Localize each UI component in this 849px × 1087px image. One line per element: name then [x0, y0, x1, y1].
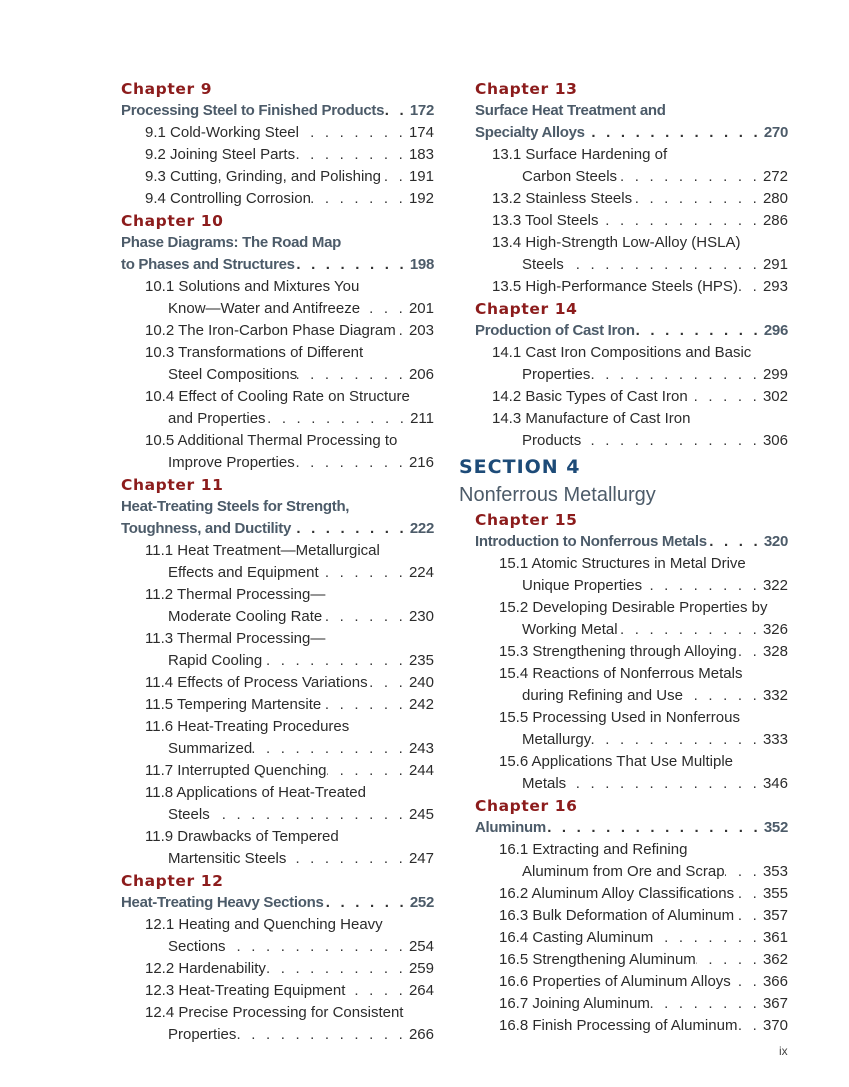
dot-leader: [324, 892, 410, 914]
page-ref: 243: [408, 740, 434, 757]
toc-entry-text: 10.1 Solutions and Mixtures You: [145, 278, 360, 295]
page-ref: 328: [762, 643, 788, 660]
toc-entry[interactable]: [121, 276, 434, 298]
toc-entry-text: and Properties: [168, 410, 266, 427]
section-title: Nonferrous Metallurgy: [459, 484, 656, 506]
chapter-title[interactable]: [121, 892, 434, 914]
page-ref: 296: [763, 322, 788, 339]
toc-entry-text: 14.3 Manufacture of Cast Iron: [492, 410, 691, 427]
toc-entry[interactable]: [475, 386, 788, 408]
toc-entry-text: Martensitic Steels: [168, 850, 287, 867]
chapter-title-text: Phase Diagrams: The Road Map: [121, 234, 341, 251]
dot-leader: [635, 320, 764, 342]
page-ref: 192: [408, 190, 434, 207]
page-ref: 224: [408, 564, 434, 581]
toc-entry[interactable]: [475, 276, 788, 298]
toc-entry[interactable]: [121, 738, 434, 760]
chapter-label: Chapter 10: [121, 212, 224, 230]
toc-entry-text: Improve Properties: [168, 454, 295, 471]
toc-entry[interactable]: [121, 298, 434, 320]
dot-leader: [632, 188, 763, 210]
dot-leader: [738, 276, 763, 298]
dot-leader: [321, 694, 409, 716]
chapter-title[interactable]: [475, 100, 788, 122]
toc-entry-text: 9.2 Joining Steel Parts: [145, 146, 296, 163]
dot-leader: [707, 531, 764, 553]
toc-entry[interactable]: [121, 408, 434, 430]
page-ref: 222: [409, 520, 434, 537]
page-ref: 353: [762, 863, 788, 880]
toc-entry-text: 13.4 High-Strength Low-Alloy (HSLA): [492, 234, 741, 251]
toc-entry-text: during Refining and Use: [522, 687, 683, 704]
toc-entry-text: 11.1 Heat Treatment—Metallurgical: [145, 542, 380, 559]
chapter-title-text: Aluminum: [475, 819, 546, 836]
toc-entry-text: 14.2 Basic Types of Cast Iron: [492, 388, 688, 405]
page-ref: 286: [762, 212, 788, 229]
toc-entry[interactable]: [475, 575, 788, 597]
toc-entry[interactable]: [475, 364, 788, 386]
toc-entry[interactable]: [121, 804, 434, 826]
toc-entry[interactable]: [475, 188, 788, 210]
toc-entry[interactable]: [475, 342, 788, 364]
page-ref: 191: [408, 168, 434, 185]
toc-entry[interactable]: [475, 751, 788, 773]
page-ref: 332: [762, 687, 788, 704]
toc-entry[interactable]: [475, 144, 788, 166]
chapter-title[interactable]: [475, 817, 788, 839]
toc-entry[interactable]: [121, 452, 434, 474]
page-ref: 291: [762, 256, 788, 273]
dot-leader: [618, 619, 763, 641]
chapter-title-text: Toughness, and Ductility: [121, 520, 292, 537]
page-ref: 240: [408, 674, 434, 691]
toc-entry[interactable]: [475, 993, 788, 1015]
page-number: ix: [779, 1044, 788, 1058]
toc-entry-text: 15.4 Reactions of Nonferrous Metals: [499, 665, 743, 682]
dot-leader: [737, 1015, 763, 1037]
dot-leader: [252, 738, 409, 760]
toc-entry[interactable]: [121, 386, 434, 408]
toc-entry-text: 13.2 Stainless Steels: [492, 190, 633, 207]
dot-leader: [642, 575, 763, 597]
dot-leader: [737, 641, 763, 663]
chapter-title-text: Surface Heat Treatment and: [475, 102, 666, 119]
dot-leader: [653, 927, 763, 949]
toc-entry-text: 11.8 Applications of Heat-Treated: [145, 784, 366, 801]
page-ref: 370: [762, 1017, 788, 1034]
toc-entry-text: 11.7 Interrupted Quenching: [145, 762, 327, 779]
toc-entry[interactable]: [121, 672, 434, 694]
toc-entry[interactable]: [121, 760, 434, 782]
chapter-title[interactable]: [475, 320, 788, 342]
chapter-label: Chapter 16: [475, 797, 578, 815]
toc-entry-text: 14.1 Cast Iron Compositions and Basic: [492, 344, 752, 361]
toc-entry[interactable]: [121, 650, 434, 672]
page-ref: 216: [408, 454, 434, 471]
page-ref: 272: [762, 168, 788, 185]
dot-leader: [319, 562, 409, 584]
page-ref: 266: [408, 1026, 434, 1043]
dot-leader: [725, 861, 763, 883]
toc-entry[interactable]: [121, 342, 434, 364]
page-ref: 306: [762, 432, 788, 449]
toc-entry-text: 11.3 Thermal Processing—: [145, 630, 326, 647]
page-ref: 211: [410, 410, 434, 427]
page-ref: 198: [409, 256, 434, 273]
toc-entry[interactable]: [121, 826, 434, 848]
toc-entry[interactable]: [121, 364, 434, 386]
section-label: SECTION 4: [459, 456, 581, 478]
toc-entry[interactable]: [475, 773, 788, 795]
page-ref: 280: [762, 190, 788, 207]
dot-leader: [291, 518, 410, 540]
toc-entry-text: 13.5 High-Performance Steels (HPS): [492, 278, 738, 295]
chapter-title[interactable]: [121, 254, 434, 276]
dot-leader: [734, 883, 763, 905]
toc-entry[interactable]: [121, 430, 434, 452]
page-ref: 299: [762, 366, 788, 383]
toc-entry-text: 11.5 Tempering Martensite: [145, 696, 322, 713]
toc-entry[interactable]: [475, 883, 788, 905]
toc-entry-text: 12.3 Heat-Treating Equipment: [145, 982, 346, 999]
toc-entry[interactable]: [475, 166, 788, 188]
page-ref: 245: [408, 806, 434, 823]
toc-entry[interactable]: [475, 707, 788, 729]
toc-entry[interactable]: [121, 628, 434, 650]
toc-entry[interactable]: [121, 936, 434, 958]
chapter-title-text: Specialty Alloys: [475, 124, 585, 141]
toc-entry[interactable]: [121, 958, 434, 980]
dot-leader: [688, 386, 763, 408]
toc-entry[interactable]: [121, 320, 434, 342]
toc-entry-text: 15.1 Atomic Structures in Metal Drive: [499, 555, 746, 572]
toc-entry-text: 15.5 Processing Used in Nonferrous: [499, 709, 740, 726]
dot-leader: [210, 804, 409, 826]
chapter-title-text: Heat-Treating Steels for Strength,: [121, 498, 350, 515]
toc-entry-text: Metallurgy: [522, 731, 592, 748]
toc-entry-text: Effects and Equipment: [168, 564, 319, 581]
page-ref: 259: [408, 960, 434, 977]
dot-leader: [295, 144, 409, 166]
page-ref: 206: [408, 366, 434, 383]
toc-entry[interactable]: [121, 716, 434, 738]
toc-entry[interactable]: [475, 232, 788, 254]
dot-leader: [617, 166, 763, 188]
toc-entry-text: Sections: [168, 938, 226, 955]
toc-entry-text: 16.7 Joining Aluminum: [499, 995, 650, 1012]
toc-entry-text: Rapid Cooling: [168, 652, 263, 669]
chapter-title-text: to Phases and Structures: [121, 256, 295, 273]
toc-entry-text: 10.4 Effect of Cooling Rate on Structure: [145, 388, 410, 405]
toc-entry-text: 16.8 Finish Processing of Aluminum: [499, 1017, 738, 1034]
toc-entry[interactable]: [121, 980, 434, 1002]
dot-leader: [696, 949, 763, 971]
dot-leader: [295, 254, 410, 276]
toc-entry[interactable]: [121, 694, 434, 716]
toc-entry-text: 10.5 Additional Thermal Processing to: [145, 432, 398, 449]
toc-entry[interactable]: [475, 597, 788, 619]
dot-leader: [396, 320, 409, 342]
toc-entry[interactable]: [475, 641, 788, 663]
toc-entry[interactable]: [475, 430, 788, 452]
page-ref: 352: [763, 819, 788, 836]
dot-leader: [322, 606, 409, 628]
toc-entry[interactable]: [121, 606, 434, 628]
toc-entry[interactable]: [475, 619, 788, 641]
toc-entry-text: Know—Water and Antifreeze: [168, 300, 361, 317]
toc-entry-text: Properties: [168, 1026, 237, 1043]
toc-entry[interactable]: [475, 905, 788, 927]
dot-leader: [236, 1024, 409, 1046]
dot-leader: [286, 848, 409, 870]
dot-leader: [585, 122, 764, 144]
page-ref: 201: [408, 300, 434, 317]
page-ref: 320: [763, 533, 788, 550]
toc-entry[interactable]: [475, 949, 788, 971]
page-ref: 366: [762, 973, 788, 990]
dot-leader: [327, 760, 409, 782]
chapter-label: Chapter 15: [475, 511, 578, 529]
dot-leader: [566, 773, 763, 795]
page-ref: 254: [408, 938, 434, 955]
toc-entry-text: Unique Properties: [522, 577, 643, 594]
toc-entry-text: 9.3 Cutting, Grinding, and Polishing: [145, 168, 381, 185]
dot-leader: [731, 971, 763, 993]
page-ref: 355: [762, 885, 788, 902]
toc-entry-text: 16.5 Strengthening Aluminum: [499, 951, 696, 968]
toc-entry-text: Steel Compositions: [168, 366, 298, 383]
dot-leader: [581, 430, 763, 452]
chapter-title[interactable]: [121, 518, 434, 540]
toc-entry-text: 13.1 Surface Hardening of: [492, 146, 668, 163]
toc-entry[interactable]: [121, 122, 434, 144]
toc-right-column-lower: [475, 509, 788, 1037]
toc-entry-text: 16.3 Bulk Deformation of Aluminum: [499, 907, 735, 924]
dot-leader: [311, 188, 409, 210]
toc-entry-text: 9.4 Controlling Corrosion: [145, 190, 311, 207]
toc-entry-text: 11.6 Heat-Treating Procedures: [145, 718, 350, 735]
toc-entry-text: Summarized: [168, 740, 253, 757]
toc-entry[interactable]: [475, 408, 788, 430]
toc-entry-text: Products: [522, 432, 582, 449]
dot-leader: [262, 650, 409, 672]
toc-entry[interactable]: [475, 254, 788, 276]
page-ref: 235: [408, 652, 434, 669]
dot-leader: [591, 729, 763, 751]
page-ref: 322: [762, 577, 788, 594]
chapter-label: Chapter 11: [121, 476, 224, 494]
toc-entry[interactable]: [121, 540, 434, 562]
toc-entry-text: 13.3 Tool Steels: [492, 212, 599, 229]
toc-entry-text: Moderate Cooling Rate: [168, 608, 323, 625]
toc-entry-text: 16.2 Aluminum Alloy Classifications: [499, 885, 735, 902]
dot-leader: [360, 298, 409, 320]
toc-entry[interactable]: [475, 210, 788, 232]
toc-entry[interactable]: [475, 927, 788, 949]
dot-leader: [650, 993, 763, 1015]
page-ref: 302: [762, 388, 788, 405]
dot-leader: [590, 364, 763, 386]
chapter-label: Chapter 9: [121, 80, 213, 98]
page-ref: 333: [762, 731, 788, 748]
page-ref: 247: [408, 850, 434, 867]
chapter-label: Chapter 13: [475, 80, 578, 98]
page-ref: 252: [409, 894, 434, 911]
toc-entry[interactable]: [475, 861, 788, 883]
page-ref: 357: [762, 907, 788, 924]
toc-entry[interactable]: [475, 553, 788, 575]
chapter-label: Chapter 12: [121, 872, 224, 890]
toc-entry-text: 9.1 Cold-Working Steel: [145, 124, 299, 141]
chapter-title-text: Heat-Treating Heavy Sections: [121, 894, 324, 911]
toc-entry[interactable]: [121, 848, 434, 870]
page-ref: 361: [762, 929, 788, 946]
chapter-title-text: Production of Cast Iron: [475, 322, 635, 339]
dot-leader: [299, 122, 409, 144]
toc-left-column: [121, 78, 434, 1046]
toc-entry[interactable]: [121, 782, 434, 804]
toc-entry[interactable]: [475, 685, 788, 707]
toc-entry-text: 15.6 Applications That Use Multiple: [499, 753, 734, 770]
chapter-title[interactable]: [121, 100, 434, 122]
toc-entry-text: 10.2 The Iron-Carbon Phase Diagram: [145, 322, 396, 339]
toc-entry[interactable]: [121, 166, 434, 188]
toc-entry[interactable]: [121, 144, 434, 166]
page-ref: 172: [409, 102, 434, 119]
toc-entry[interactable]: [121, 1002, 434, 1024]
dot-leader: [226, 936, 409, 958]
toc-entry-text: 11.2 Thermal Processing—: [145, 586, 326, 603]
toc-entry[interactable]: [475, 971, 788, 993]
dot-leader: [381, 166, 409, 188]
toc-entry-text: Working Metal: [522, 621, 618, 638]
page-ref: 230: [408, 608, 434, 625]
toc-entry-text: 10.3 Transformations of Different: [145, 344, 364, 361]
toc-entry[interactable]: [121, 914, 434, 936]
page-ref: 183: [408, 146, 434, 163]
toc-entry-text: 16.1 Extracting and Refining: [499, 841, 688, 858]
toc-entry-text: Carbon Steels: [522, 168, 618, 185]
page-ref: 264: [408, 982, 434, 999]
toc-entry-text: Steels: [168, 806, 210, 823]
dot-leader: [295, 452, 409, 474]
toc-entry-text: 12.4 Precise Processing for Consistent: [145, 1004, 404, 1021]
toc-entry-text: Metals: [522, 775, 567, 792]
dot-leader: [598, 210, 763, 232]
toc-entry-text: Aluminum from Ore and Scrap: [522, 863, 725, 880]
chapter-title-text: Introduction to Nonferrous Metals: [475, 533, 707, 550]
toc-entry-text: Steels: [522, 256, 564, 273]
toc-entry[interactable]: [475, 729, 788, 751]
page-ref: 244: [408, 762, 434, 779]
toc-entry[interactable]: [121, 1024, 434, 1046]
toc-entry[interactable]: [475, 839, 788, 861]
toc-entry-text: 11.9 Drawbacks of Tempered: [145, 828, 339, 845]
chapter-title[interactable]: [121, 496, 434, 518]
page-ref: 270: [763, 124, 788, 141]
toc-right-column: [475, 78, 788, 452]
chapter-title[interactable]: [121, 232, 434, 254]
toc-entry[interactable]: [121, 188, 434, 210]
dot-leader: [345, 980, 409, 1002]
toc-entry[interactable]: [475, 663, 788, 685]
page-ref: 367: [762, 995, 788, 1012]
dot-leader: [564, 254, 763, 276]
dot-leader: [546, 817, 764, 839]
chapter-label: Chapter 14: [475, 300, 578, 318]
dot-leader: [266, 958, 409, 980]
toc-entry-text: 16.4 Casting Aluminum: [499, 929, 654, 946]
toc-entry-text: 16.6 Properties of Aluminum Alloys: [499, 973, 731, 990]
toc-entry-text: 12.1 Heating and Quenching Heavy: [145, 916, 383, 933]
dot-leader: [384, 100, 410, 122]
page-ref: 174: [408, 124, 434, 141]
toc-entry-text: 15.2 Developing Desirable Properties by: [499, 599, 768, 616]
chapter-title[interactable]: [475, 531, 788, 553]
page-ref: 293: [762, 278, 788, 295]
dot-leader: [683, 685, 763, 707]
toc-entry-text: 15.3 Strengthening through Alloying: [499, 643, 737, 660]
dot-leader: [297, 364, 409, 386]
chapter-title[interactable]: [475, 122, 788, 144]
toc-entry-text: Properties: [522, 366, 591, 383]
toc-entry-text: 11.4 Effects of Process Variations: [145, 674, 368, 691]
toc-entry[interactable]: [121, 562, 434, 584]
page-ref: 326: [762, 621, 788, 638]
toc-entry[interactable]: [121, 584, 434, 606]
dot-leader: [734, 905, 763, 927]
dot-leader: [266, 408, 411, 430]
page-ref: 203: [408, 322, 434, 339]
toc-entry-text: 12.2 Hardenability: [145, 960, 266, 977]
page-ref: 346: [762, 775, 788, 792]
dot-leader: [368, 672, 409, 694]
page-ref: 362: [762, 951, 788, 968]
toc-entry[interactable]: [475, 1015, 788, 1037]
page-ref: 242: [408, 696, 434, 713]
chapter-title-text: Processing Steel to Finished Products: [121, 102, 385, 119]
